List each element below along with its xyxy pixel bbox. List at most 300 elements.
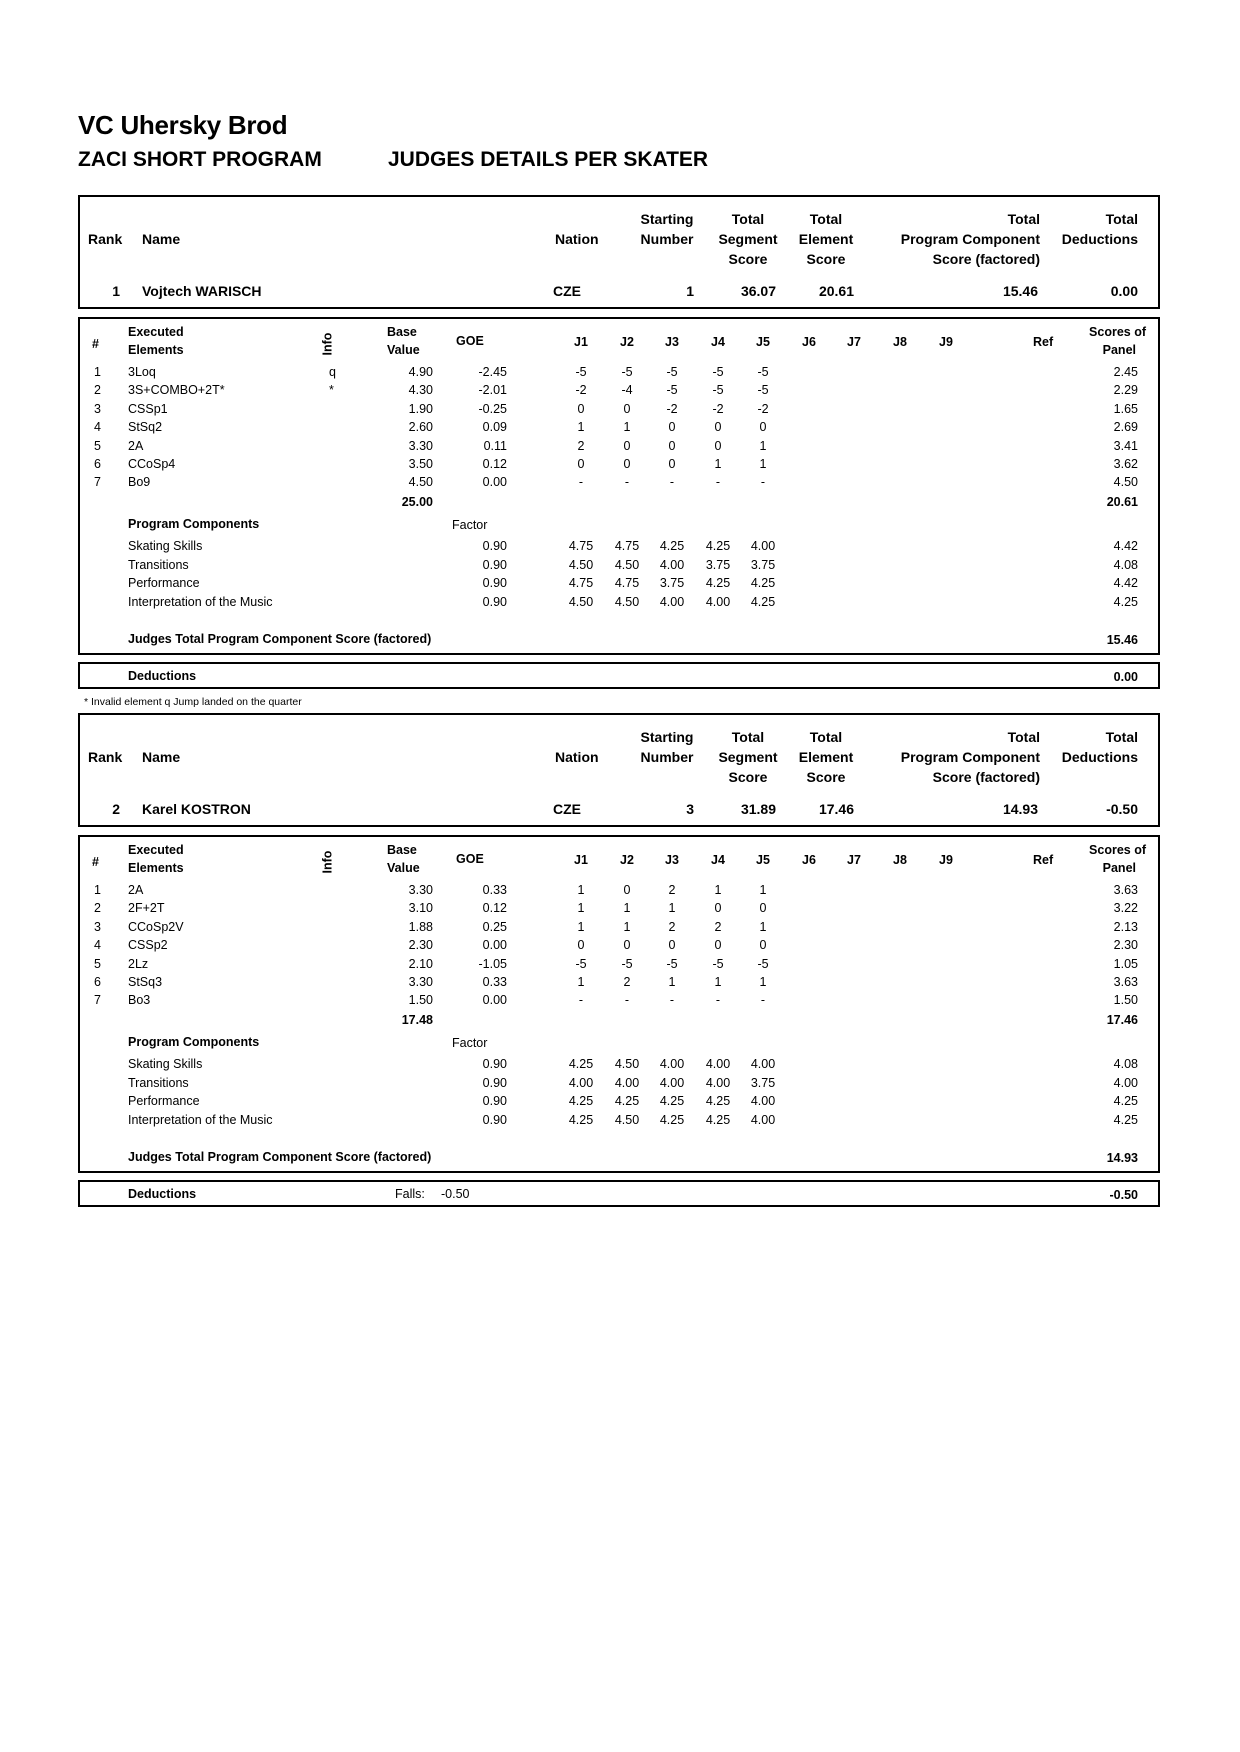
element-panel-score: 3.63	[1113, 975, 1138, 989]
skater-details-2	[78, 835, 1160, 1173]
element-judge-score: 0	[623, 938, 631, 952]
component-judge-score: 4.50	[614, 594, 640, 609]
element-judge-score: 0	[623, 439, 631, 453]
skater-name: Vojtech WARISCH	[142, 283, 262, 299]
deductions-label: Deductions	[128, 1187, 197, 1201]
element-info: q	[329, 365, 336, 379]
element-judge-score: 0	[577, 402, 585, 416]
skater-start-number: 1	[686, 283, 694, 299]
element-judge-score: 0	[577, 938, 585, 952]
component-factor: 0.90	[482, 539, 507, 553]
element-judge-score: -2	[757, 402, 769, 416]
element-goe: -0.25	[478, 402, 507, 416]
judge-header-j3: J3	[665, 853, 679, 867]
base-header: Base	[387, 843, 417, 857]
judge-header-j1: J1	[574, 853, 588, 867]
component-judge-score: 4.25	[568, 1057, 594, 1071]
component-judge-score: 4.00	[614, 1075, 640, 1090]
element-base-value: 3.30	[408, 883, 433, 897]
element-judge-score: -5	[712, 365, 724, 379]
judge-header-j5: J5	[756, 853, 770, 867]
element-number: 1	[94, 365, 101, 379]
base-value-total: 25.00	[401, 495, 433, 509]
starting-header: Starting	[640, 729, 694, 745]
element-judge-score: 1	[623, 901, 631, 915]
element-judge-score: 1	[577, 975, 585, 989]
element-code: CSSp2	[128, 938, 168, 952]
nation-header: Nation	[555, 749, 599, 765]
judge-header-j6: J6	[802, 335, 816, 349]
element-judge-score: -	[624, 475, 630, 489]
element-judge-score: 0	[759, 901, 767, 915]
judge-header-j1: J1	[574, 335, 588, 349]
skater-start-number: 3	[686, 801, 694, 817]
judge-header-j4: J4	[711, 335, 725, 349]
pcs-score-header: Score (factored)	[932, 251, 1040, 267]
element-judge-score: 1	[577, 920, 585, 934]
element-code: Bo3	[128, 993, 151, 1007]
component-judge-score: 3.75	[705, 557, 731, 572]
footnote: * Invalid element q Jump landed on the quarter	[84, 696, 302, 708]
base-value-total: 17.48	[401, 1013, 433, 1027]
component-panel-score: 4.42	[1113, 576, 1138, 590]
component-panel-score: 4.25	[1113, 1094, 1138, 1108]
element-judge-score: 1	[759, 439, 767, 453]
element-number: 7	[94, 475, 101, 489]
element-base-value: 3.50	[408, 457, 433, 471]
element-total-header: Total	[809, 729, 843, 745]
element-base-value: 4.90	[408, 365, 433, 379]
element-goe: 0.09	[482, 420, 507, 434]
component-factor: 0.90	[482, 1094, 507, 1108]
element-judge-score: -	[669, 475, 675, 489]
program-components-header: Program Components	[128, 1035, 260, 1049]
element-number: 4	[94, 938, 101, 952]
element-judge-score: 2	[623, 975, 631, 989]
element-judge-score: 0	[668, 938, 676, 952]
skater-deductions-2	[78, 1180, 1160, 1207]
element-judge-score: 0	[623, 883, 631, 897]
component-factor: 0.90	[482, 594, 507, 609]
element-goe: 0.00	[482, 475, 507, 489]
component-panel-score: 4.25	[1113, 594, 1138, 609]
deductions-label: Deductions	[128, 669, 197, 683]
element-header: Element	[798, 231, 854, 247]
element-judge-score: 1	[623, 920, 631, 934]
skater-nation: CZE	[553, 283, 581, 299]
element-number: 3	[94, 920, 101, 934]
component-name: Performance	[128, 576, 200, 590]
element-judge-score: 0	[577, 457, 585, 471]
pcs-total-header: Total	[1007, 729, 1040, 745]
component-name: Skating Skills	[128, 1057, 203, 1071]
element-judge-score: 1	[623, 420, 631, 434]
judge-header-j6: J6	[802, 853, 816, 867]
element-judge-score: 2	[668, 920, 676, 934]
element-goe: 0.00	[482, 993, 507, 1007]
element-number: 5	[94, 439, 101, 453]
scores-of-header: Scores of	[1089, 843, 1146, 857]
element-base-value: 2.60	[408, 420, 433, 434]
component-name: Interpretation of the Music	[128, 1112, 273, 1127]
judge-header-j5: J5	[756, 335, 770, 349]
component-judge-score: 4.50	[568, 594, 594, 609]
element-judge-score: 1	[759, 883, 767, 897]
judge-header-j9: J9	[939, 853, 953, 867]
component-judge-score: 4.75	[614, 576, 640, 590]
component-judge-score: 4.00	[659, 1075, 685, 1090]
element-panel-score: 2.13	[1113, 920, 1138, 934]
element-base-value: 2.10	[408, 957, 433, 971]
component-name: Skating Skills	[128, 539, 203, 553]
deductions-detail-label: Falls:	[395, 1187, 425, 1201]
skater-tss: 31.89	[740, 801, 776, 817]
segment-header: Segment	[718, 749, 778, 765]
element-judge-score: -5	[621, 957, 633, 971]
factor-header: Factor	[452, 1036, 488, 1050]
element-judge-score: -5	[757, 957, 769, 971]
component-panel-score: 4.42	[1113, 539, 1138, 553]
element-code: 2F+2T	[128, 901, 165, 915]
element-judge-score: -5	[666, 365, 678, 379]
judge-header-j2: J2	[620, 335, 634, 349]
component-judge-score: 4.00	[750, 1094, 776, 1108]
component-judge-score: 4.00	[705, 1075, 731, 1090]
element-goe: -2.01	[478, 383, 507, 397]
element-judge-score: -5	[666, 383, 678, 397]
name-header: Name	[142, 749, 181, 765]
element-judge-score: 1	[759, 920, 767, 934]
element-goe: 0.33	[482, 975, 507, 989]
skater-pcs: 14.93	[1002, 801, 1038, 817]
judge-header-j2: J2	[620, 853, 634, 867]
component-name: Transitions	[128, 557, 189, 572]
element-judge-score: -5	[712, 383, 724, 397]
element-panel-score: 2.69	[1113, 420, 1138, 434]
element-judge-score: -5	[757, 383, 769, 397]
component-judge-score: 4.25	[705, 1094, 731, 1108]
rank-header: Rank	[88, 749, 123, 765]
pcs-score-header: Score (factored)	[932, 769, 1040, 785]
element-number: 2	[94, 383, 101, 397]
goe-header: GOE	[456, 334, 484, 348]
element-judge-score: -	[578, 993, 584, 1007]
executed-header: Executed	[128, 843, 184, 857]
component-judge-score: 3.75	[659, 576, 685, 590]
element-judge-score: 0	[759, 420, 767, 434]
element-panel-score: 1.65	[1113, 402, 1138, 416]
info-header: Info	[320, 850, 335, 874]
skater-summary-2	[78, 713, 1160, 827]
element-judge-score: 2	[577, 439, 585, 453]
segment-score-header: Score	[728, 769, 768, 785]
component-factor: 0.90	[482, 1075, 507, 1090]
element-judge-score: 0	[714, 938, 722, 952]
value-header: Value	[387, 343, 420, 357]
element-code: CCoSp4	[128, 457, 176, 471]
element-base-value: 3.30	[408, 975, 433, 989]
skater-pcs: 15.46	[1002, 283, 1038, 299]
segment-title: ZACI SHORT PROGRAM	[78, 148, 322, 171]
component-judge-score: 4.00	[659, 557, 685, 572]
element-panel-score: 3.63	[1113, 883, 1138, 897]
factor-header: Factor	[452, 518, 488, 532]
element-judge-score: -	[715, 475, 721, 489]
judges-total-pcs-label: Judges Total Program Component Score (factored)	[128, 632, 432, 646]
component-judge-score: 4.25	[568, 1094, 594, 1108]
skater-deductions: -0.50	[1106, 801, 1138, 817]
executed-header: Executed	[128, 325, 184, 339]
segment-score-header: Score	[728, 251, 768, 267]
element-judge-score: -	[715, 993, 721, 1007]
num-header: #	[92, 855, 99, 869]
segment-total-header: Total	[731, 729, 765, 745]
element-judge-score: 1	[714, 457, 722, 471]
component-judge-score: 3.75	[750, 1075, 776, 1090]
deductions-header: Deductions	[1061, 749, 1138, 765]
component-factor: 0.90	[482, 1057, 507, 1071]
element-code: 3S+COMBO+2T*	[128, 383, 225, 397]
name-header: Name	[142, 231, 181, 247]
element-judge-score: -5	[757, 365, 769, 379]
tes-total: 20.61	[1106, 495, 1138, 509]
value-header: Value	[387, 861, 420, 875]
element-panel-score: 1.05	[1113, 957, 1138, 971]
component-judge-score: 4.00	[659, 594, 685, 609]
deductions-header: Deductions	[1061, 231, 1138, 247]
element-panel-score: 3.41	[1113, 439, 1138, 453]
component-judge-score: 4.50	[614, 557, 640, 572]
pcs-header: Program Component	[900, 231, 1040, 247]
component-panel-score: 4.08	[1113, 1057, 1138, 1071]
element-number: 6	[94, 975, 101, 989]
component-judge-score: 4.00	[568, 1075, 594, 1090]
element-number: 5	[94, 957, 101, 971]
tes-total: 17.46	[1106, 1013, 1138, 1027]
skater-tes: 17.46	[818, 801, 854, 817]
element-judge-score: 1	[668, 975, 676, 989]
skater-deductions-1	[78, 662, 1160, 689]
element-code: 3Loq	[128, 365, 156, 379]
element-judge-score: 2	[668, 883, 676, 897]
pcs-total: 15.46	[1106, 633, 1138, 647]
pcs-header: Program Component	[900, 749, 1040, 765]
element-goe: 0.00	[482, 938, 507, 952]
component-judge-score: 4.00	[750, 1057, 776, 1071]
num-header: #	[92, 337, 99, 351]
elements-header: Elements	[128, 861, 184, 875]
skater-summary-1	[78, 195, 1160, 309]
element-panel-score: 3.62	[1113, 457, 1138, 471]
skater-name: Karel KOSTRON	[142, 801, 251, 817]
component-panel-score: 4.00	[1113, 1075, 1138, 1090]
element-judge-score: 1	[577, 883, 585, 897]
element-base-value: 1.50	[408, 993, 433, 1007]
element-base-value: 4.50	[408, 475, 433, 489]
component-panel-score: 4.25	[1113, 1112, 1138, 1127]
nation-header: Nation	[555, 231, 599, 247]
component-factor: 0.90	[482, 1112, 507, 1127]
element-goe: 0.11	[483, 439, 507, 453]
element-judge-score: 0	[714, 439, 722, 453]
judge-header-j8: J8	[893, 335, 907, 349]
element-judge-score: 1	[577, 420, 585, 434]
panel-header: Panel	[1102, 343, 1136, 357]
starting-header: Starting	[640, 211, 694, 227]
judges-total-pcs-label: Judges Total Program Component Score (factored)	[128, 1150, 432, 1164]
component-judge-score: 4.25	[705, 576, 731, 590]
element-judge-score: 0	[623, 457, 631, 471]
element-score-header: Score	[806, 769, 846, 785]
component-judge-score: 4.25	[705, 539, 731, 553]
component-name: Performance	[128, 1094, 200, 1108]
judge-header-j9: J9	[939, 335, 953, 349]
deductions-total-header: Total	[1105, 211, 1138, 227]
number-header: Number	[640, 231, 694, 247]
ref-header: Ref	[1033, 853, 1054, 867]
skater-tss: 36.07	[740, 283, 776, 299]
element-base-value: 2.30	[408, 938, 433, 952]
deductions-total-header: Total	[1105, 729, 1138, 745]
component-judge-score: 4.75	[568, 576, 594, 590]
element-goe: 0.33	[482, 883, 507, 897]
component-judge-score: 4.50	[614, 1057, 640, 1071]
component-judge-score: 4.00	[705, 1057, 731, 1071]
component-judge-score: 4.25	[659, 539, 685, 553]
judge-header-j3: J3	[665, 335, 679, 349]
judge-header-j7: J7	[847, 335, 861, 349]
program-components-header: Program Components	[128, 517, 260, 531]
element-number: 2	[94, 901, 101, 915]
number-header: Number	[640, 749, 694, 765]
segment-header: Segment	[718, 231, 778, 247]
element-judge-score: 1	[759, 457, 767, 471]
component-judge-score: 3.75	[750, 557, 776, 572]
deductions-total: -0.50	[1109, 1188, 1138, 1202]
event-title: VC Uhersky Brod	[78, 110, 288, 140]
base-header: Base	[387, 325, 417, 339]
element-base-value: 3.30	[408, 439, 433, 453]
element-goe: 0.12	[482, 457, 507, 471]
element-judge-score: 0	[714, 420, 722, 434]
element-code: 2Lz	[128, 957, 149, 971]
element-judge-score: -2	[575, 383, 587, 397]
element-judge-score: -2	[712, 402, 724, 416]
element-judge-score: -	[578, 475, 584, 489]
component-judge-score: 4.75	[614, 539, 640, 553]
scores-of-header: Scores of	[1089, 325, 1146, 339]
pcs-total: 14.93	[1106, 1151, 1138, 1165]
deductions-total: 0.00	[1113, 670, 1138, 684]
element-goe: 0.12	[482, 901, 507, 915]
component-judge-score: 4.25	[750, 576, 776, 590]
element-total-header: Total	[809, 211, 843, 227]
element-judge-score: 1	[577, 901, 585, 915]
element-base-value: 1.90	[408, 402, 433, 416]
info-header: Info	[320, 332, 335, 356]
rank-header: Rank	[88, 231, 123, 247]
element-judge-score: -5	[575, 957, 587, 971]
component-judge-score: 4.00	[705, 594, 731, 609]
element-judge-score: 0	[714, 901, 722, 915]
element-code: CCoSp2V	[128, 920, 184, 934]
skater-rank: 1	[112, 283, 120, 299]
element-code: 2A	[128, 439, 144, 453]
element-judge-score: 1	[714, 883, 722, 897]
element-number: 1	[94, 883, 101, 897]
component-judge-score: 4.50	[568, 557, 594, 572]
deductions-detail-value: -0.50	[441, 1187, 470, 1201]
elements-header: Elements	[128, 343, 184, 357]
element-code: StSq2	[128, 420, 163, 434]
judge-header-j8: J8	[893, 853, 907, 867]
element-judge-score: -	[624, 993, 630, 1007]
element-judge-score: 1	[759, 975, 767, 989]
skater-details-1	[78, 317, 1160, 655]
element-info: *	[329, 383, 334, 397]
element-goe: 0.25	[482, 920, 507, 934]
element-panel-score: 2.30	[1113, 938, 1138, 952]
component-panel-score: 4.08	[1113, 557, 1138, 572]
component-judge-score: 4.00	[750, 1112, 776, 1127]
element-judge-score: -2	[666, 402, 678, 416]
segment-total-header: Total	[731, 211, 765, 227]
element-judge-score: -4	[621, 383, 633, 397]
element-code: StSq3	[128, 975, 163, 989]
component-judge-score: 4.75	[568, 539, 594, 553]
component-judge-score: 4.25	[750, 594, 776, 609]
element-code: CSSp1	[128, 402, 168, 416]
panel-header: Panel	[1102, 861, 1136, 875]
goe-header: GOE	[456, 852, 484, 866]
element-goe: -2.45	[478, 365, 507, 379]
element-judge-score: 0	[623, 402, 631, 416]
element-score-header: Score	[806, 251, 846, 267]
element-judge-score: 0	[668, 439, 676, 453]
component-judge-score: 4.25	[659, 1112, 685, 1127]
element-judge-score: -5	[666, 957, 678, 971]
element-base-value: 3.10	[408, 901, 433, 915]
element-panel-score: 2.29	[1113, 383, 1138, 397]
element-panel-score: 4.50	[1113, 475, 1138, 489]
component-judge-score: 4.25	[659, 1094, 685, 1108]
component-judge-score: 4.00	[750, 539, 776, 553]
skater-nation: CZE	[553, 801, 581, 817]
element-number: 3	[94, 402, 101, 416]
element-code: 2A	[128, 883, 144, 897]
component-judge-score: 4.25	[614, 1094, 640, 1108]
report-title: JUDGES DETAILS PER SKATER	[388, 148, 709, 171]
component-name: Transitions	[128, 1075, 189, 1090]
ref-header: Ref	[1033, 335, 1054, 349]
element-header: Element	[798, 749, 854, 765]
element-judge-score: -	[669, 993, 675, 1007]
skater-rank: 2	[112, 801, 120, 817]
element-judge-score: -5	[712, 957, 724, 971]
component-factor: 0.90	[482, 557, 507, 572]
judge-header-j7: J7	[847, 853, 861, 867]
element-number: 7	[94, 993, 101, 1007]
element-judge-score: 1	[714, 975, 722, 989]
element-number: 4	[94, 420, 101, 434]
component-judge-score: 4.25	[705, 1112, 731, 1127]
element-base-value: 4.30	[408, 383, 433, 397]
skater-deductions: 0.00	[1110, 283, 1138, 299]
element-panel-score: 2.45	[1113, 365, 1138, 379]
element-judge-score: -	[760, 475, 766, 489]
skater-tes: 20.61	[818, 283, 854, 299]
component-factor: 0.90	[482, 576, 507, 590]
